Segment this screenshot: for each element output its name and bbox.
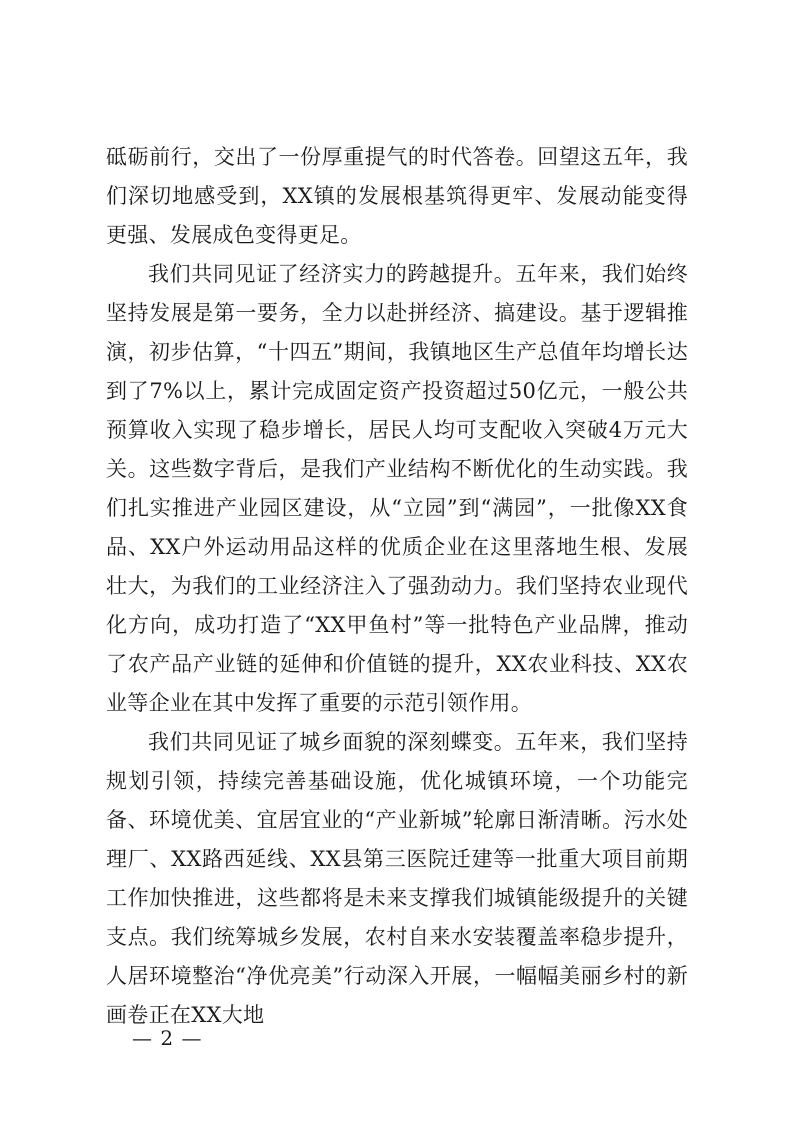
page-number: — 2 —	[132, 1026, 203, 1050]
paragraph-urban-rural: 我们共同见证了城乡面貌的深刻蝶变。五年来，我们坚持规划引领，持续完善基础设施，优化城镇环境，一个功能完备、环境优美、宜居宜业的“产业新城”轮廓日渐清晰。污水处理厂、XX路西延线、XX县第三医院迁建等一批重大项目前期工作加快推进，这些都将是未来支撑我们城镇能级提升的关键支点。我们统筹城乡发展，农村自来水安装覆盖率稳步提升，人居环境整治“净优亮美”行动深入开展，一幅幅美丽乡村的新画卷正在XX大地	[106, 730, 688, 1027]
paragraph-continuation: 砥砺前行，交出了一份厚重提气的时代答卷。回望这五年，我们深切地感受到，XX镇的发展根基筑得更牢、发展动能变得更强、发展成色变得更足。	[106, 145, 688, 247]
paragraph-economic-strength: 我们共同见证了经济实力的跨越提升。五年来，我们始终坚持发展是第一要务，全力以赴拼经济、搞建设。基于逻辑推演，初步估算，“十四五”期间，我镇地区生产总值年均增长达到了7%以上，累计完成固定资产投资超过50亿元，一般公共预算收入实现了稳步增长，居民人均可支配收入突破4万元大关。这些数字背后，是我们产业结构不断优化的生动实践。我们扎实推进产业园区建设，从“立园”到“满园”，一批像XX食品、XX户外运动用品这样的优质企业在这里落地生根、发展壮大，为我们的工业经济注入了强劲动力。我们坚持农业现代化方向，成功打造了“XX甲鱼村”等一批特色产业品牌，推动了农产品产业链的延伸和价值链的提升，XX农业科技、XX农业等企业在其中发挥了重要的示范引领作用。	[106, 262, 688, 715]
body-text	[106, 138, 688, 1035]
